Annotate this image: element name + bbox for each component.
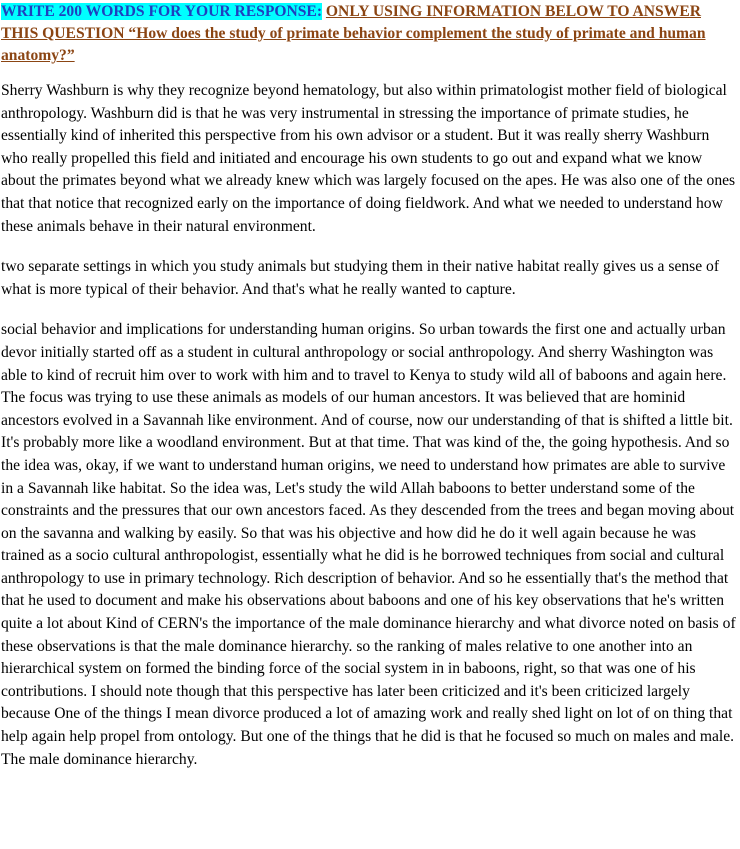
paragraph-1: Sherry Washburn is why they recognize beyond hematology, but also within primatologist mother field of biological anthropology. Washburn did is that he was very instrumental in stressing the importance of primate studies, he essentially kind of inherited this perspective from his own advisor or a student. But it was really sherry Washburn who really propelled this field and initiated and encourage his own students to go out and expand what we know about the primates beyond what we already knew which was largely focused on the apes. He was also one of the ones that that notice that recognized early on the importance of doing fieldwork. And what we needed to understand how these animals behave in their natural environment. (1, 82, 736, 235)
question-heading (1, 0, 736, 67)
paragraph-3: social behavior and implications for understanding human origins. So urban towards the first one and actually urban devor initially started off as a student in cultural anthropology or social anthropology. And sherry Washington was able to kind of recruit him over to work with him and to travel to Kenya to study wild all of baboons and again here. The focus was trying to use these animals as models of our human ancestors. It was believed that are hominid ancestors evolved in a Savannah like environment. And of course, now our understanding of that is shifted a little bit. It's probably more like a woodland environment. But at that time. That was kind of the, the going hypothesis. And so the idea was, okay, if we want to understand human origins, we need to understand how primates are able to survive in a Savannah like habitat. So the idea was, Let's study the wild Allah baboons to better understand some of the constraints and the pressures that our own ancestors faced. As they descended from the trees and began moving about on the savanna and walking by easily. So that was his objective and how did he do it well again because he was trained as a socio cultural anthropologist, essentially what he did is he borrowed techniques from social and cultural anthropology to use in primary technology. Rich description of behavior. And so he essentially that's the method that that he used to document and make his observations about baboons and one of his key observations that he's written quite a lot about Kind of CERN's the importance of the male dominance hierarchy and what divorce noted on basis of these observations is that the male dominance hierarchy. so the ranking of males relative to one another into an hierarchical system on formed the binding force of the social system in in baboons, right, so that was one of his contributions. I should note though that this perspective has later been criticized and it's been criticized largely because One of the things I mean divorce produced a lot of amazing work and really shed light on lot of on thing that help again help propel from ontology. But one of the things that he did is that he focused so much on males and male. The male dominance hierarchy. (1, 321, 736, 768)
question-text: ONLY USING INFORMATION BELOW TO ANSWER THIS QUESTION “How does the study of primate behavior complement the study of primate and human anatomy?” (1, 3, 706, 64)
paragraph-2: two separate settings in which you study animals but studying them in their native habitat really gives us a sense of what is more typical of their behavior. And that's what he really wanted to capture. (1, 258, 720, 298)
word-count-instruction: WRITE 200 WORDS FOR YOUR RESPONSE: (1, 3, 323, 20)
